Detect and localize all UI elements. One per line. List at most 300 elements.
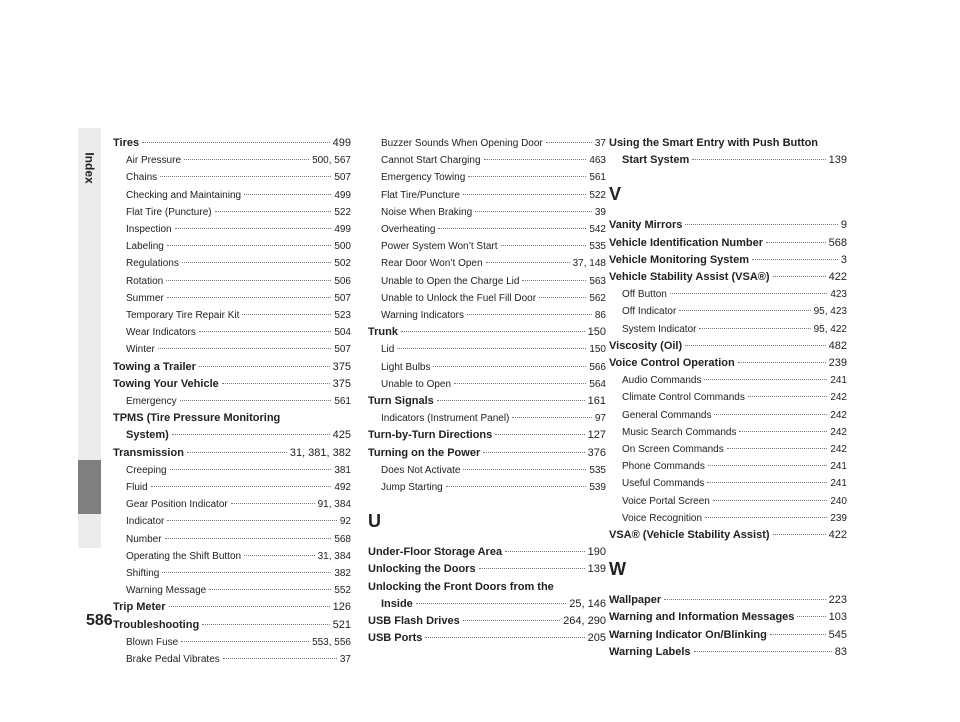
dot-leader: [707, 482, 827, 483]
index-page-ref: 223: [828, 594, 847, 607]
index-page-ref: 127: [587, 429, 606, 442]
dot-leader: [199, 331, 331, 332]
index-subentry: [368, 341, 606, 358]
index-entry-title: Summer: [126, 292, 164, 304]
index-entry: [368, 613, 606, 630]
index-subentry: [609, 458, 847, 475]
dot-leader: [401, 331, 585, 332]
index-page-ref: 241: [830, 478, 847, 490]
index-entry-title: Fluid: [126, 482, 148, 494]
index-page-ref: 422: [828, 271, 847, 284]
index-entry-title: Voice Recognition: [622, 512, 703, 524]
dot-leader: [486, 262, 570, 263]
index-entry-title: Winter: [126, 344, 155, 356]
index-entry: [609, 609, 847, 626]
index-entry-title: Warning and Information Messages: [609, 611, 795, 624]
index-subentry: [609, 303, 847, 320]
dot-leader: [468, 176, 586, 177]
index-page-ref: 561: [334, 396, 351, 408]
index-entry-title: USB Ports: [368, 632, 423, 645]
index-page-ref: 239: [828, 357, 847, 370]
index-subentry: [609, 389, 847, 406]
index-page-ref: 563: [589, 275, 606, 287]
index-side-tab-marker: [78, 460, 101, 514]
index-page-ref: 86: [594, 310, 606, 322]
index-entry-title: Warning Indicators: [381, 310, 464, 322]
index-subentry: [609, 441, 847, 458]
dot-leader: [187, 452, 287, 453]
index-entry-title: Labeling: [126, 241, 164, 253]
index-page-ref: 92: [339, 516, 351, 528]
index-entry-title: Warning Message: [126, 585, 207, 597]
index-entry: [368, 324, 606, 341]
index-entry: [113, 445, 351, 462]
index-page-ref: 522: [589, 189, 606, 201]
index-subentry: [113, 324, 351, 341]
index-page-ref: 205: [587, 632, 606, 645]
index-subentry: [113, 651, 351, 668]
dot-leader: [484, 159, 587, 160]
index-page-ref: 507: [334, 344, 351, 356]
index-entry-title: Climate Control Commands: [622, 392, 745, 404]
index-page-ref: 422: [828, 529, 847, 542]
dot-leader: [222, 383, 330, 384]
dot-leader: [199, 366, 330, 367]
index-subentry: [368, 479, 606, 496]
index-entry-title: Rotation: [126, 275, 164, 287]
index-entry-title: Vehicle Monitoring System: [609, 253, 749, 266]
index-subentry: [113, 393, 351, 410]
dot-leader: [739, 431, 827, 432]
index-entry-title: Towing Your Vehicle: [113, 377, 219, 390]
dot-leader: [172, 434, 330, 435]
index-entry: [113, 427, 351, 444]
index-page-ref: 561: [589, 172, 606, 184]
index-subentry: [113, 462, 351, 479]
index-page-ref: 37: [594, 138, 606, 149]
index-page-ref: 3: [840, 253, 847, 266]
index-entry: [368, 427, 606, 444]
index-subentry: [368, 307, 606, 324]
index-entry-title: Warning Indicator On/Blinking: [609, 628, 767, 641]
index-entry-title: Indicator: [126, 516, 165, 528]
index-entry-title: Turn Signals: [368, 395, 434, 408]
dot-leader: [170, 469, 332, 470]
index-page-ref: 566: [589, 361, 606, 373]
dot-leader: [463, 469, 586, 470]
index-entry-title: Cannot Start Charging: [381, 155, 481, 167]
index-entry-title: Unlocking the Front Doors from the: [368, 580, 554, 593]
index-subentry: [113, 548, 351, 565]
index-entry-title: Brake Pedal Vibrates: [126, 654, 220, 666]
dot-leader: [169, 606, 330, 607]
index-entry-title: Off Button: [622, 289, 667, 301]
index-entry: [113, 617, 351, 634]
index-entry-title: On Screen Commands: [622, 444, 724, 456]
index-subentry: [609, 286, 847, 303]
index-entry: [113, 376, 351, 393]
index-entry-title: Flat Tire/Puncture: [381, 189, 460, 201]
index-entry-title: Trip Meter: [113, 601, 166, 614]
dot-leader: [699, 328, 810, 329]
index-page-ref: 103: [828, 611, 847, 624]
index-subentry: [368, 187, 606, 204]
index-entry-title: Turn-by-Turn Directions: [368, 429, 493, 442]
index-entry-title: Viscosity (Oil): [609, 339, 683, 352]
index-entry-title: Creeping: [126, 464, 167, 476]
index-page-ref: 382: [334, 568, 351, 580]
index-page-ref: 552: [334, 585, 351, 597]
index-entry-title: Voice Portal Screen: [622, 495, 710, 507]
dot-leader: [727, 448, 828, 449]
index-column-3: [609, 135, 847, 661]
index-subentry: [368, 290, 606, 307]
index-subentry: [113, 152, 351, 169]
dot-leader: [162, 572, 331, 573]
dot-leader: [467, 314, 592, 315]
index-entry-title: Under-Floor Storage Area: [368, 546, 503, 559]
index-entry-title: Voice Control Operation: [609, 357, 735, 370]
index-page-ref: 91, 384: [317, 499, 351, 511]
index-subentry: [113, 634, 351, 651]
index-subentry: [113, 290, 351, 307]
index-page-ref: 242: [830, 426, 847, 438]
index-entry-title: Does Not Activate: [381, 464, 461, 476]
index-entry: [609, 627, 847, 644]
index-subentry: [368, 169, 606, 186]
dot-leader: [181, 641, 309, 642]
index-entry-title: Checking and Maintaining: [126, 189, 242, 201]
dot-leader: [215, 211, 332, 212]
index-page-ref: 139: [587, 563, 606, 576]
index-page-ref: 564: [589, 378, 606, 390]
index-entry-title: Useful Commands: [622, 478, 705, 490]
index-entry-title: Towing a Trailer: [113, 360, 196, 373]
index-page-ref: 95, 422: [813, 323, 847, 335]
index-entry-title: Operating the Shift Button: [126, 550, 242, 562]
index-entry-title: Vehicle Identification Number: [609, 236, 764, 249]
index-page-ref: 506: [334, 275, 351, 287]
index-subentry: [113, 341, 351, 358]
dot-leader: [433, 366, 586, 367]
index-entry-title: Troubleshooting: [113, 618, 200, 631]
index-subentry: [113, 187, 351, 204]
dot-leader: [475, 211, 592, 212]
index-entry: [609, 527, 847, 544]
index-subentry: [368, 410, 606, 427]
index-subentry: [368, 238, 606, 255]
dot-leader: [664, 599, 825, 600]
dot-leader: [463, 620, 560, 621]
index-page-ref: 240: [830, 495, 847, 507]
index-subentry: [368, 135, 606, 152]
index-page-ref: 463: [589, 155, 606, 167]
dot-leader: [692, 159, 825, 160]
index-page-ref: 264, 290: [563, 615, 606, 628]
index-section-letter: U: [368, 511, 381, 532]
dot-leader: [685, 345, 825, 346]
dot-leader: [244, 194, 331, 195]
index-entry-title: Indicators (Instrument Panel): [381, 413, 510, 425]
index-page-ref: 150: [587, 326, 606, 339]
index-entry-title: Flat Tire (Puncture): [126, 206, 212, 218]
index-subentry: [113, 582, 351, 599]
index-entry-title: USB Flash Drives: [368, 615, 460, 628]
index-page-ref: 241: [830, 375, 847, 387]
index-page-ref: 375: [332, 360, 351, 373]
index-entry: [113, 359, 351, 376]
index-entry-title: Tires: [113, 137, 140, 149]
index-section-letter: W: [609, 559, 626, 580]
index-page-ref: 161: [587, 395, 606, 408]
index-subentry: [609, 407, 847, 424]
dot-leader: [685, 224, 838, 225]
index-column-1: [113, 135, 351, 668]
index-entry-title: General Commands: [622, 409, 712, 421]
index-entry-title: Music Search Commands: [622, 426, 737, 438]
index-page-ref: 499: [332, 137, 351, 149]
index-page-ref: 242: [830, 444, 847, 456]
index-subentry: [609, 321, 847, 338]
index-entry: [113, 599, 351, 616]
dot-leader: [714, 414, 827, 415]
dot-leader: [223, 658, 337, 659]
index-page-ref: 150: [589, 344, 606, 356]
index-side-tab-text: Index: [82, 152, 97, 184]
index-entry-title: Light Bulbs: [381, 361, 431, 373]
index-entry-title: Unable to Open: [381, 378, 452, 390]
index-entry-title: Using the Smart Entry with Push Button: [609, 137, 819, 149]
index-subentry: [113, 565, 351, 582]
index-section-letter: V: [609, 184, 622, 205]
index-entry-title: Start System: [622, 154, 690, 167]
index-entry: [609, 217, 847, 234]
dot-leader: [151, 486, 332, 487]
dot-leader: [670, 293, 827, 294]
dot-leader: [773, 276, 826, 277]
index-page-ref: 568: [334, 533, 351, 545]
index-side-tab-label: [78, 128, 101, 208]
dot-leader: [202, 624, 329, 625]
index-subentry: [113, 255, 351, 272]
index-entry-title: Buzzer Sounds When Opening Door: [381, 138, 543, 149]
index-subentry: [368, 359, 606, 376]
index-entry-title: Unable to Open the Charge Lid: [381, 275, 520, 287]
index-entry: [609, 355, 847, 372]
dot-leader: [397, 348, 586, 349]
index-page-ref: 522: [334, 206, 351, 218]
index-entry-title: Turning on the Power: [368, 446, 481, 459]
index-entry-title: Chains: [126, 172, 158, 184]
dot-leader: [242, 314, 331, 315]
index-page-ref: 126: [332, 601, 351, 614]
index-entry: [609, 269, 847, 286]
index-subentry: [113, 531, 351, 548]
dot-leader: [463, 194, 586, 195]
index-entry: [368, 596, 606, 613]
dot-leader: [184, 159, 309, 160]
dot-leader: [158, 348, 331, 349]
index-page-ref: 39: [594, 206, 606, 218]
index-page-ref: 242: [830, 409, 847, 421]
dot-leader: [209, 589, 331, 590]
dot-leader: [539, 297, 586, 298]
dot-leader: [182, 262, 332, 263]
dot-leader: [244, 555, 315, 556]
index-page-ref: 95, 423: [813, 306, 847, 318]
index-entry: [609, 644, 847, 661]
index-entry-title: Vanity Mirrors: [609, 219, 683, 232]
dot-leader: [770, 634, 826, 635]
index-entry: [368, 561, 606, 578]
dot-leader: [694, 651, 832, 652]
index-page-ref: 507: [334, 292, 351, 304]
index-subentry: [368, 273, 606, 290]
dot-leader: [679, 310, 810, 311]
dot-leader: [738, 362, 826, 363]
index-page-ref: 535: [589, 464, 606, 476]
index-page-ref: 482: [828, 339, 847, 352]
index-subentry: [113, 169, 351, 186]
index-subentry: [113, 496, 351, 513]
dot-leader: [705, 517, 827, 518]
dot-leader: [454, 383, 586, 384]
index-entry-title: Power System Won’t Start: [381, 241, 498, 253]
index-subentry: [368, 204, 606, 221]
index-entry-title: Emergency: [126, 396, 177, 408]
dot-leader: [437, 400, 585, 401]
index-page-ref: 9: [840, 219, 847, 232]
index-entry-title: Jump Starting: [381, 482, 443, 494]
index-subentry: [368, 376, 606, 393]
index-page-ref: 239: [830, 512, 847, 524]
index-subentry: [113, 307, 351, 324]
index-entry-title: System): [126, 429, 169, 442]
dot-leader: [165, 538, 332, 539]
index-page-ref: 375: [332, 377, 351, 390]
index-entry: [368, 393, 606, 410]
index-subentry: [368, 255, 606, 272]
index-entry-title: Lid: [381, 344, 395, 356]
dot-leader: [446, 486, 587, 487]
dot-leader: [167, 245, 332, 246]
index-page-ref: 500, 567: [312, 155, 351, 167]
index-entry: [113, 135, 351, 152]
index-entry-title: VSA® (Vehicle Stability Assist): [609, 529, 770, 542]
dot-leader: [483, 452, 584, 453]
dot-leader: [231, 503, 315, 504]
dot-leader: [167, 297, 332, 298]
index-page-ref: 376: [587, 446, 606, 459]
dot-leader: [704, 379, 827, 380]
index-entry: [368, 445, 606, 462]
dot-leader: [495, 434, 584, 435]
index-page-ref: 37, 148: [572, 258, 606, 270]
index-entry-title: Phone Commands: [622, 461, 705, 473]
index-subentry: [368, 221, 606, 238]
index-subentry: [113, 479, 351, 496]
index-entry: [609, 252, 847, 269]
index-page-ref: 500: [334, 241, 351, 253]
dot-leader: [180, 400, 332, 401]
index-page-ref: 545: [828, 628, 847, 641]
dot-leader: [713, 500, 827, 501]
index-page-ref: 31, 381, 382: [289, 446, 351, 459]
index-page-ref: 31, 384: [317, 550, 351, 562]
index-page-ref: 242: [830, 392, 847, 404]
dot-leader: [479, 568, 585, 569]
index-page-ref: 562: [589, 292, 606, 304]
index-page-ref: 507: [334, 172, 351, 184]
index-column-2: [368, 135, 606, 647]
index-page-ref: 568: [828, 236, 847, 249]
index-entry: [609, 235, 847, 252]
index-entry-title: Gear Position Indicator: [126, 499, 228, 511]
index-entry: [609, 152, 847, 169]
index-entry-title: Off Indicator: [622, 306, 677, 318]
index-entry: [368, 544, 606, 561]
dot-leader: [752, 259, 838, 260]
dot-leader: [505, 551, 585, 552]
dot-leader: [142, 142, 330, 143]
index-entry-title: Wallpaper: [609, 594, 662, 607]
index-page-ref: 190: [587, 546, 606, 559]
index-entry-title: Unlocking the Doors: [368, 563, 476, 576]
dot-leader: [773, 534, 826, 535]
index-subentry: [609, 424, 847, 441]
index-page-ref: 504: [334, 327, 351, 339]
index-entry: [609, 338, 847, 355]
index-page-ref: 502: [334, 258, 351, 270]
index-subentry: [609, 493, 847, 510]
dot-leader: [522, 280, 586, 281]
dot-leader: [708, 465, 827, 466]
index-page-ref: 423: [830, 289, 847, 301]
index-page-ref: 499: [334, 189, 351, 201]
index-entry-title: Vehicle Stability Assist (VSA®): [609, 271, 770, 284]
index-entry: [368, 630, 606, 647]
index-page-ref: 37: [339, 654, 351, 666]
dot-leader: [748, 396, 827, 397]
index-subentry: [609, 510, 847, 527]
index-entry-title: Audio Commands: [622, 375, 702, 387]
index-entry-title: Inside: [381, 597, 413, 610]
dot-leader: [167, 520, 337, 521]
index-entry-title: Emergency Towing: [381, 172, 466, 184]
index-page-ref: 381: [334, 464, 351, 476]
index-entry-title: Trunk: [368, 326, 398, 339]
index-page-ref: 499: [334, 224, 351, 236]
index-entry-title: Noise When Braking: [381, 206, 473, 218]
index-page-ref: 83: [834, 645, 847, 658]
dot-leader: [546, 142, 592, 143]
index-page-ref: 97: [594, 413, 606, 425]
index-entry-title: Unable to Unlock the Fuel Fill Door: [381, 292, 537, 304]
index-entry-title: Overheating: [381, 224, 436, 236]
index-page-ref: 521: [332, 618, 351, 631]
index-page-ref: 542: [589, 224, 606, 236]
index-entry-title: Warning Labels: [609, 645, 691, 658]
index-entry-title: Number: [126, 533, 162, 545]
index-page-ref: 241: [830, 461, 847, 473]
index-entry-title: Regulations: [126, 258, 179, 270]
index-subentry: [113, 221, 351, 238]
dot-leader: [425, 637, 584, 638]
index-entry-title: Wear Indicators: [126, 327, 196, 339]
index-entry-title: Blown Fuse: [126, 636, 179, 648]
index-entry-title: Temporary Tire Repair Kit: [126, 310, 240, 322]
dot-leader: [160, 176, 331, 177]
